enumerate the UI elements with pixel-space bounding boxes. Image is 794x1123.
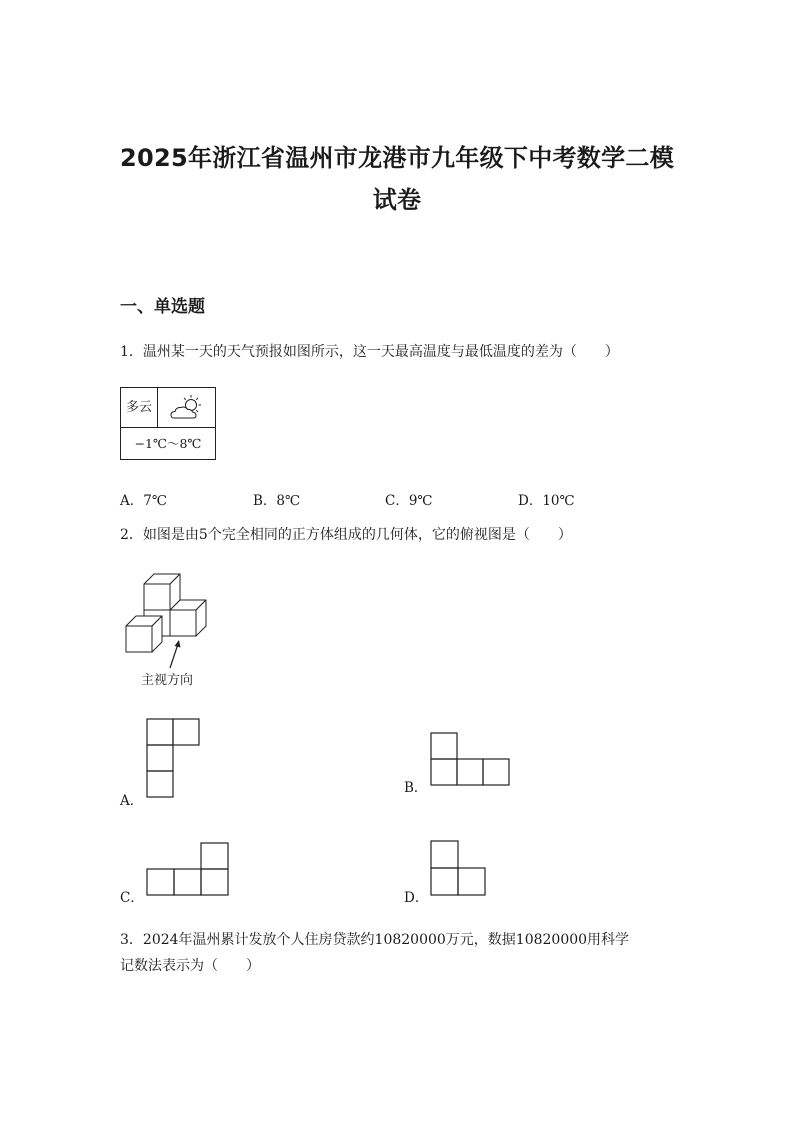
weather-forecast-table	[120, 387, 216, 460]
section-heading: 一、单选题	[120, 297, 205, 317]
q1-option-b: B．8℃	[253, 493, 301, 509]
question-2-text: 2．如图是由5个完全相同的正方体组成的几何体，它的俯视图是（ ）	[120, 527, 572, 543]
q2-option-b-figure	[430, 732, 514, 788]
temperature-range: −1℃～8℃	[134, 436, 202, 451]
q2-option-d-figure	[430, 840, 490, 898]
q1-option-d: D．10℃	[518, 493, 575, 509]
weather-row	[121, 388, 215, 428]
question-1-text: 1．温州某一天的天气预报如图所示，这一天最高温度与最低温度的差为（ ）	[120, 344, 619, 360]
q2-option-c-figure	[146, 842, 232, 898]
question-3-line1: 3．2024年温州累计发放个人住房贷款约10820000万元，数据10820000用科学	[120, 932, 630, 948]
view-direction-caption: 主视方向	[141, 673, 194, 688]
partly-cloudy-icon	[169, 394, 205, 422]
question-3-line2: 记数法表示为（ ）	[120, 958, 260, 974]
view-direction-arrow	[160, 638, 190, 670]
document-title-line2: 试卷	[372, 186, 422, 214]
q1-option-c: C．9℃	[385, 493, 433, 509]
q1-option-a: A．7℃	[120, 493, 167, 509]
q2-option-a-label: A．	[120, 793, 144, 809]
q2-option-c-label: C．	[120, 890, 144, 906]
q2-option-a-figure	[146, 718, 202, 800]
q2-option-b-label: B．	[404, 780, 428, 796]
weather-label: 多云	[121, 388, 158, 428]
q2-option-d-label: D．	[404, 890, 429, 906]
document-title-line1: 2025年浙江省温州市龙港市九年级下中考数学二模	[120, 144, 674, 172]
